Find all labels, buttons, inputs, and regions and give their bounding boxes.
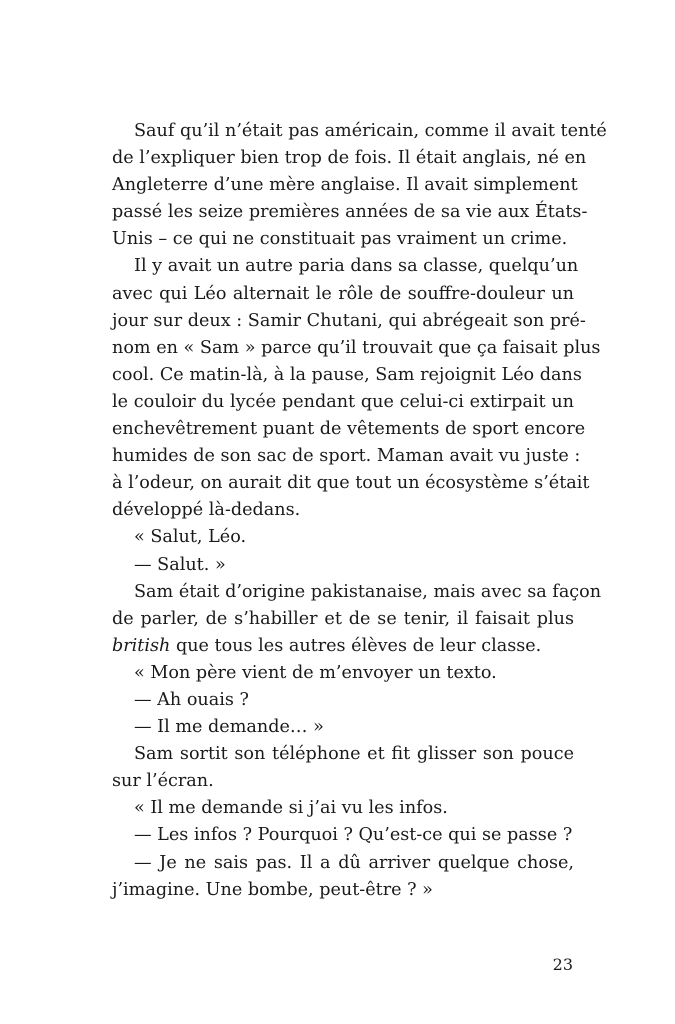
text-line: développé là-dedans. xyxy=(112,500,301,521)
dialogue-line: « Mon père vient de m’envoyer un texto. xyxy=(134,662,497,683)
text-line: Il y avait un autre paria dans sa classe, quelqu’un xyxy=(134,256,579,277)
dialogue-line: — Salut. » xyxy=(134,554,226,575)
text-line: Unis – ce qui ne constituait pas vraiment un crime. xyxy=(112,229,568,250)
text-line: de l’expliquer bien trop de fois. Il était anglais, né en xyxy=(112,148,587,169)
text-line: jour sur deux : Samir Chutani, qui abrégeait son pré- xyxy=(112,310,586,331)
text-line: j’imagine. Une bombe, peut-être ? » xyxy=(112,879,433,900)
text-line: à l’odeur, on aurait dit que tout un écosystème s’était xyxy=(112,473,590,494)
text-line: Angleterre d’une mère anglaise. Il avait simplement xyxy=(112,175,578,196)
italic-word: british xyxy=(112,635,171,656)
text-line: de parler, de s’habiller et de se tenir, il faisait plus xyxy=(112,608,574,629)
dialogue-line: « Salut, Léo. xyxy=(134,527,247,548)
text-fragment: que tous les autres élèves de leur classe. xyxy=(170,635,542,656)
text-line: humides de son sac de sport. Maman avait vu juste : xyxy=(112,446,581,467)
dialogue-line: — Je ne sais pas. Il a dû arriver quelque chose, xyxy=(134,852,574,873)
text-line: enchevêtrement puant de vêtements de sport encore xyxy=(112,419,586,440)
text-line: passé les seize premières années de sa vie aux États- xyxy=(112,202,588,223)
text-line: le couloir du lycée pendant que celui-ci extirpait un xyxy=(112,391,574,412)
text-line xyxy=(112,633,574,660)
text-line: Sauf qu’il n’était pas américain, comme il avait tenté xyxy=(134,121,607,141)
dialogue-line: « Il me demande si j’ai vu les infos. xyxy=(134,798,448,819)
text-line: sur l’écran. xyxy=(112,771,214,792)
body-text xyxy=(112,118,607,904)
dialogue-line: — Il me demande… » xyxy=(134,717,324,738)
text-line: avec qui Léo alternait le rôle de souffre-douleur un xyxy=(112,283,574,304)
dialogue-line: — Les infos ? Pourquoi ? Qu’est-ce qui se passe ? xyxy=(134,825,573,846)
page-number: 23 xyxy=(552,955,573,974)
text-line: Sam était d’origine pakistanaise, mais avec sa façon xyxy=(134,581,602,602)
text-line: Sam sortit son téléphone et fit glisser son pouce xyxy=(134,744,574,765)
text-line: nom en « Sam » parce qu’il trouvait que ça faisait plus xyxy=(112,337,601,358)
text-line: cool. Ce matin-là, à la pause, Sam rejoignit Léo dans xyxy=(112,364,582,385)
dialogue-line: — Ah ouais ? xyxy=(134,689,249,710)
